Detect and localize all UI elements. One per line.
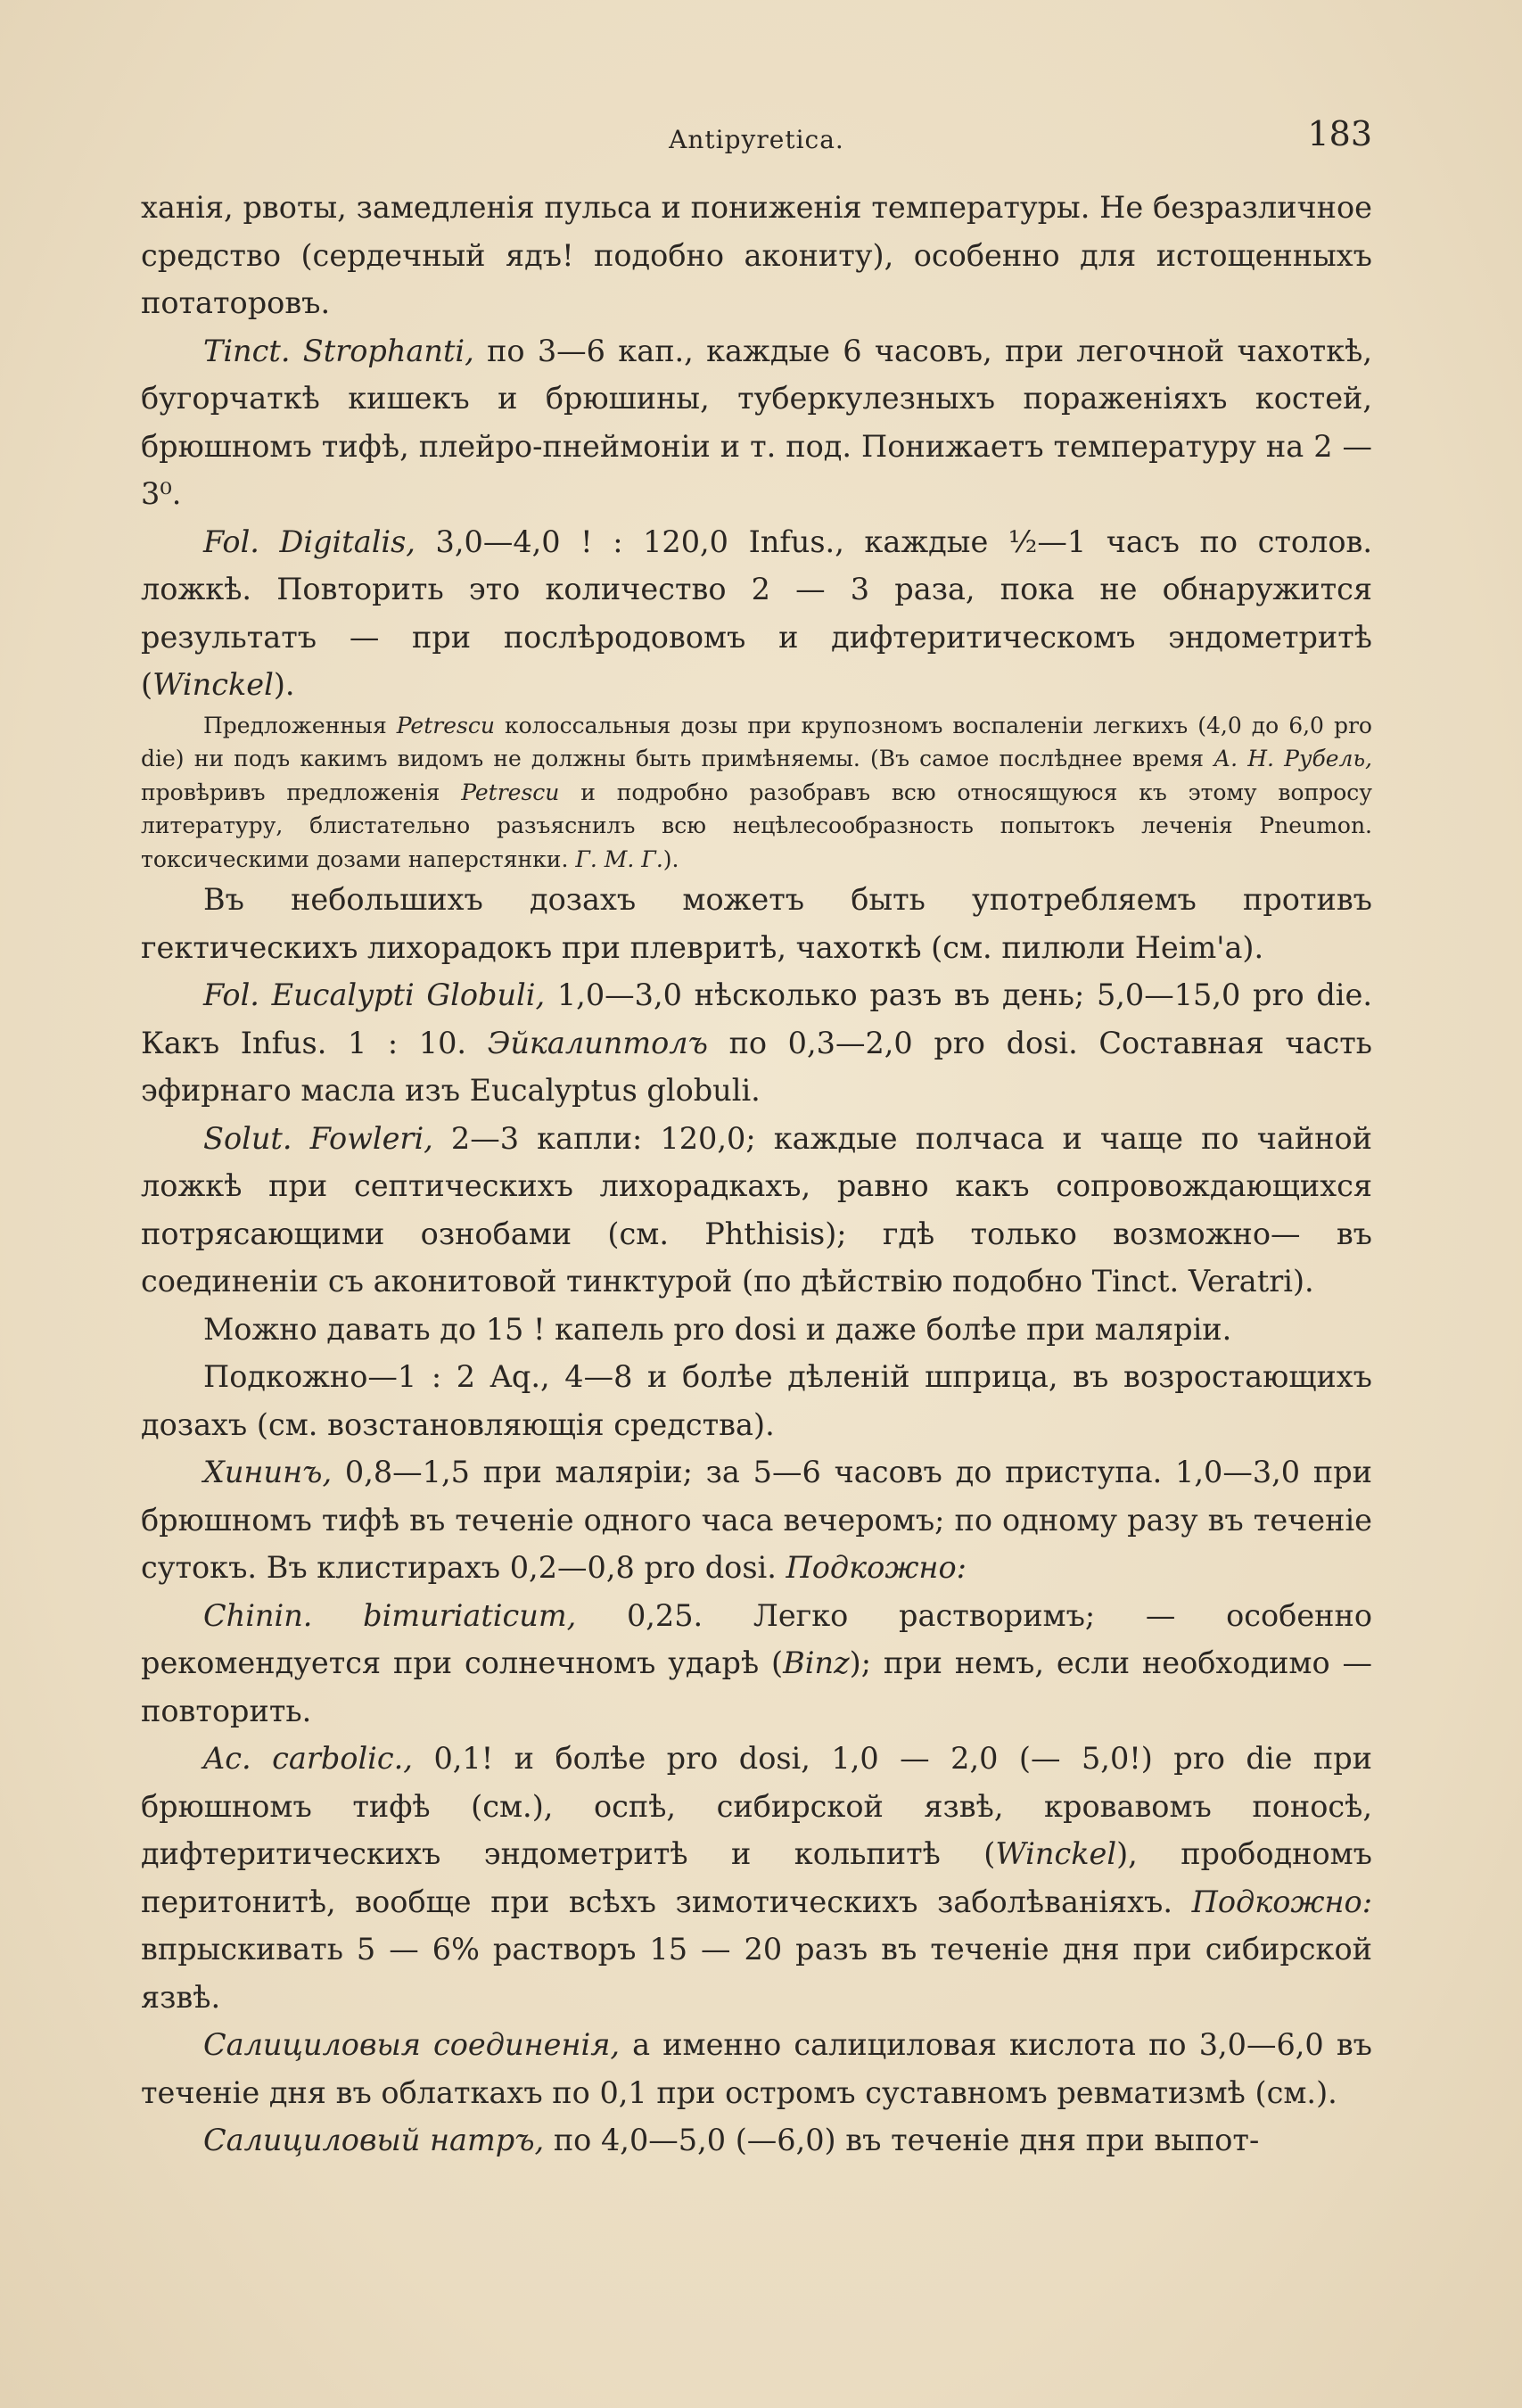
- paragraph-text: 0,1! и болѣе pro dosi, 1,0 — 2,0 (— 5,0!) pro die при брюшномъ тифѣ (см.), оспѣ, сибирской язвѣ, кровавомъ поносѣ, дифтеритическихъ эндометритѣ и кольпитѣ (: [141, 1741, 1372, 1871]
- paragraph-text: ), прободномъ перитонитѣ, вообще при всѣхъ зимотическихъ заболѣваніяхъ.: [141, 1836, 1372, 1919]
- paragraph-text: 0,25. Легко растворимъ; — особенно рекомендуется при солнечномъ ударѣ (: [141, 1597, 1372, 1680]
- note-text: колоссальныя дозы при крупозномъ воспаленіи легкихъ (4,0 до 6,0 pro die) ни подъ какимъ видомъ не должны быть примѣняемы. (Въ самое послѣднее время: [141, 712, 1372, 771]
- drug-name: Хининъ,: [203, 1455, 333, 1489]
- page-number: 183: [1307, 114, 1372, 153]
- subheading: Подкожно:: [786, 1550, 967, 1585]
- paragraph-text: по 0,3—2,0 pro dosi. Составная часть эфирнаго масла изъ Eucalyptus globuli.: [141, 1025, 1372, 1108]
- paragraph-dose-malaria: Можно давать до 15 ! капель pro dosi и даже болѣе при маляріи.: [203, 1311, 1232, 1347]
- paragraph-text: а именно салициловая кислота по 3,0—6,0 въ теченіе дня въ облаткахъ по 0,1 при остромъ суставномъ ревматизмѣ (см.).: [141, 2027, 1372, 2110]
- note-text: и подробно разобравъ всю относящуюся къ этому вопросу литературу, блистательно разъяснилъ всю нецѣлесообразность попытокъ леченія Pneumon. токсическими дозами наперстянки.: [141, 779, 1372, 872]
- paragraph-quinine: [141, 1448, 1372, 1592]
- page-header: [141, 114, 1372, 168]
- paragraph-continuation: ханія, рвоты, замедленія пульса и пониженія температуры. Не безразличное средство (сердечный ядъ! подобно акониту), особенно для истощенныхъ потаторовъ.: [141, 190, 1372, 320]
- paragraph-text: впрыскивать 5 — 6% растворъ 15 — 20 разъ въ теченіе дня при сибирской язвѣ.: [141, 1932, 1372, 2015]
- paragraph-strophanti: [141, 327, 1372, 518]
- subheading: Подкожно:: [1191, 1884, 1372, 1919]
- paragraph-text: по 3—6 кап., каждые 6 часовъ, при легочной чахоткѣ, бугорчаткѣ кишекъ и брюшины, туберкулезныхъ пораженіяхъ костей, брюшномъ тифѣ, плейро-пнеймоніи и т. под. Понижаетъ температуру на 2 — 3⁰.: [141, 333, 1372, 511]
- paragraph-text: 1,0—3,0 нѣсколько разъ въ день; 5,0—15,0 pro die. Какъ Infus. 1 : 10.: [141, 977, 1372, 1060]
- drug-name: Fol. Digitalis,: [203, 524, 415, 559]
- paragraph-text: 0,8—1,5 при маляріи; за 5—6 часовъ до приступа. 1,0—3,0 при брюшномъ тифѣ въ теченіе одного часа вечеромъ; по одному разу въ теченіе сутокъ. Въ клистирахъ 0,2—0,8 pro dosi.: [141, 1455, 1372, 1585]
- paragraph-chinin: [141, 1592, 1372, 1736]
- paragraph-text: ).: [273, 667, 295, 702]
- paragraph-fowleri: [141, 1115, 1372, 1306]
- paragraph-digitalis: [141, 518, 1372, 709]
- author-name: Winckel: [152, 667, 274, 702]
- paragraph-text: ); при немъ, если необходимо — повторить.: [141, 1645, 1372, 1728]
- paragraph-small-doses: Въ небольшихъ дозахъ можетъ быть употребляемъ противъ гектическихъ лихорадокъ при плевритѣ, чахоткѣ (см. пилюли Heim'a).: [141, 882, 1372, 965]
- paragraph-text: по 4,0—5,0 (—6,0) въ теченіе дня при выпот-: [544, 2123, 1260, 2157]
- running-head: Antipyretica.: [669, 125, 844, 154]
- drug-name: Fol. Eucalypti Globuli,: [203, 977, 546, 1012]
- author-name: Petrescu: [461, 779, 560, 805]
- drug-name: Chinin. bimuriaticum,: [203, 1597, 577, 1633]
- paragraph-subcutaneous: Подкожно—1 : 2 Aq., 4—8 и болѣе дѣленій шприца, въ возростающихъ дозахъ (см. возстановляющія средства).: [141, 1359, 1372, 1442]
- author-name: Winckel: [995, 1836, 1117, 1871]
- small-print-note: [141, 709, 1372, 877]
- paragraph-text: 2—3 капли: 120,0; каждые полчаса и чаще по чайной ложкѣ при септическихъ лихорадкахъ, равно какъ сопровождающихся потрясающими ознобами (см. Phthisis); гдѣ только возможно— въ соединеніи съ аконитовой тинктурой (по дѣйствію подобно Tinct. Veratri).: [141, 1120, 1372, 1299]
- note-text: ).: [662, 845, 679, 872]
- paragraph-carbolic: [141, 1735, 1372, 2021]
- editor-signature: Г. М. Г.: [575, 845, 663, 872]
- drug-name: Tinct. Strophanti,: [203, 333, 474, 368]
- drug-name: Solut. Fowleri,: [203, 1120, 433, 1156]
- drug-name: Ac. carbolic.,: [203, 1741, 413, 1776]
- paragraph-text: 3,0—4,0 ! : 120,0 Infus., каждые ½—1 часъ по столов. ложкѣ. Повторить это количество 2 — 3 раза, пока не обнаружится результатъ — при послѣродовомъ и дифтеритическомъ эндометритѣ (: [141, 524, 1373, 702]
- paragraph-sodium-salicylate: [141, 2116, 1372, 2165]
- author-name: Binz: [783, 1645, 850, 1680]
- drug-name: Эйкалиптолъ: [487, 1025, 708, 1060]
- drug-name: Салициловый натръ,: [203, 2123, 545, 2157]
- paragraph-eucalyptus: [141, 971, 1372, 1115]
- note-text: Предложенныя: [203, 712, 397, 738]
- paragraph-salicyl-compounds: [141, 2021, 1372, 2116]
- author-name: А. Н. Рубель,: [1213, 746, 1373, 771]
- note-text: провѣривъ предложенія: [141, 779, 462, 805]
- drug-name: Салициловыя соединенія,: [203, 2027, 621, 2062]
- author-name: Petrescu: [396, 712, 495, 738]
